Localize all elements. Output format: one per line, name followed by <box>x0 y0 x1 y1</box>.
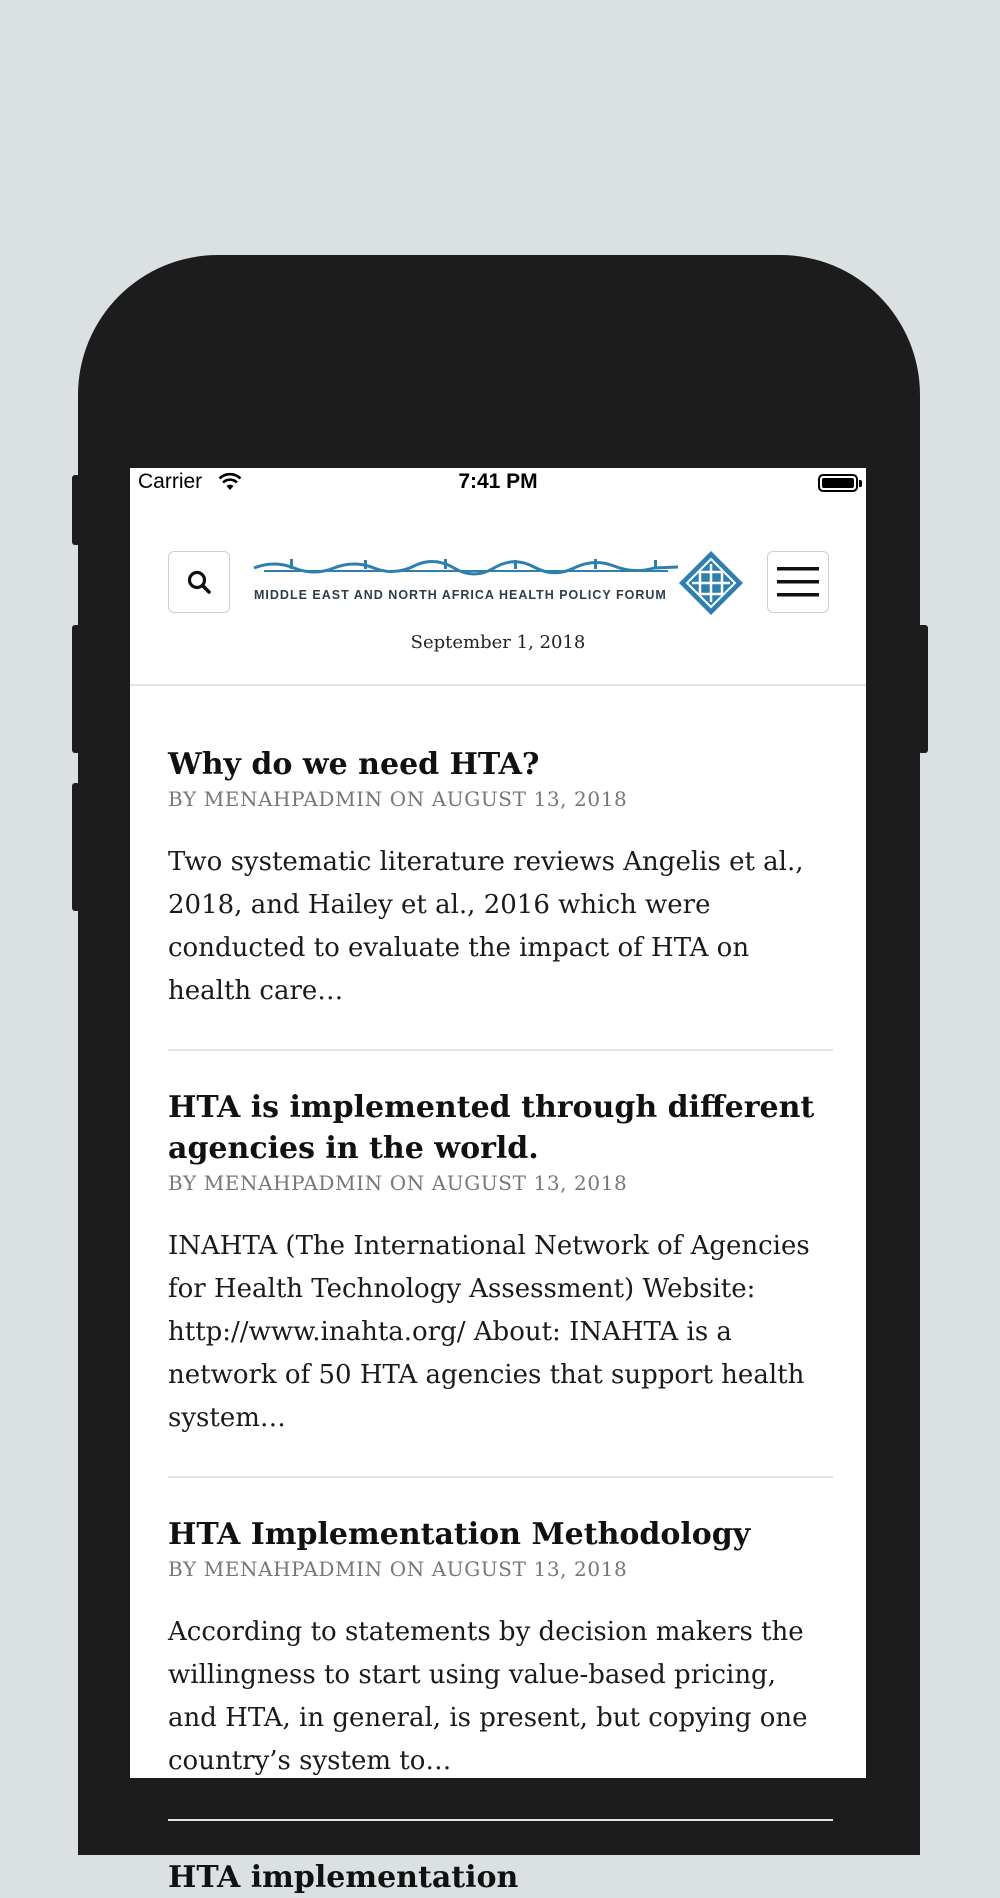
article-meta: BY MENAHPADMIN ON AUGUST 13, 2018 <box>168 1171 628 1195</box>
search-button[interactable] <box>168 551 230 613</box>
site-header <box>130 498 866 686</box>
article-title[interactable]: Why do we need HTA? <box>168 747 540 782</box>
mute-switch <box>72 475 80 545</box>
logo-arabic-text <box>254 558 678 574</box>
hamburger-menu-icon <box>777 566 819 598</box>
volume-up-button <box>72 625 80 753</box>
article-item <box>168 1478 833 1821</box>
article-excerpt: INAHTA (The International Network of Agencies for Health Technology Assessment) Website: http://www.inahta.org/ About: INAHTA is a network of 50 HTA agencies that support health system… <box>168 1231 810 1433</box>
power-button <box>918 625 928 753</box>
article-title[interactable]: HTA implementation <box>168 1860 519 1895</box>
menu-button[interactable] <box>767 551 829 613</box>
logo-english-text: MIDDLE EAST AND NORTH AFRICA HEALTH POLICY FORUM <box>254 588 667 602</box>
article-excerpt: According to statements by decision makers the willingness to start using value-based pricing, and HTA, in general, is present, but copying one country’s system to… <box>168 1617 808 1776</box>
article-list <box>130 686 866 1898</box>
battery-icon <box>818 474 858 492</box>
clock: 7:41 PM <box>458 470 538 493</box>
volume-down-button <box>72 783 80 911</box>
article-item <box>168 1051 833 1478</box>
logo-diamond-emblem <box>678 550 744 616</box>
article-item <box>168 1821 833 1898</box>
status-bar <box>130 468 866 498</box>
article-title[interactable]: HTA Implementation Methodology <box>168 1517 751 1552</box>
search-icon <box>186 569 212 595</box>
article-title[interactable]: HTA is implemented through different agencies in the world. <box>168 1090 815 1166</box>
article-meta: BY MENAHPADMIN ON AUGUST 13, 2018 <box>168 787 628 811</box>
site-logo[interactable] <box>254 550 746 616</box>
app-screen <box>130 468 866 1895</box>
article-item <box>168 686 833 1051</box>
carrier-label: Carrier <box>138 470 203 493</box>
article-excerpt: Two systematic literature reviews Angelis et al., 2018, and Hailey et al., 2016 which were conducted to evaluate the impact of HTA on health care… <box>168 847 804 1006</box>
current-date: September 1, 2018 <box>410 632 586 653</box>
article-meta: BY MENAHPADMIN ON AUGUST 13, 2018 <box>168 1557 628 1581</box>
